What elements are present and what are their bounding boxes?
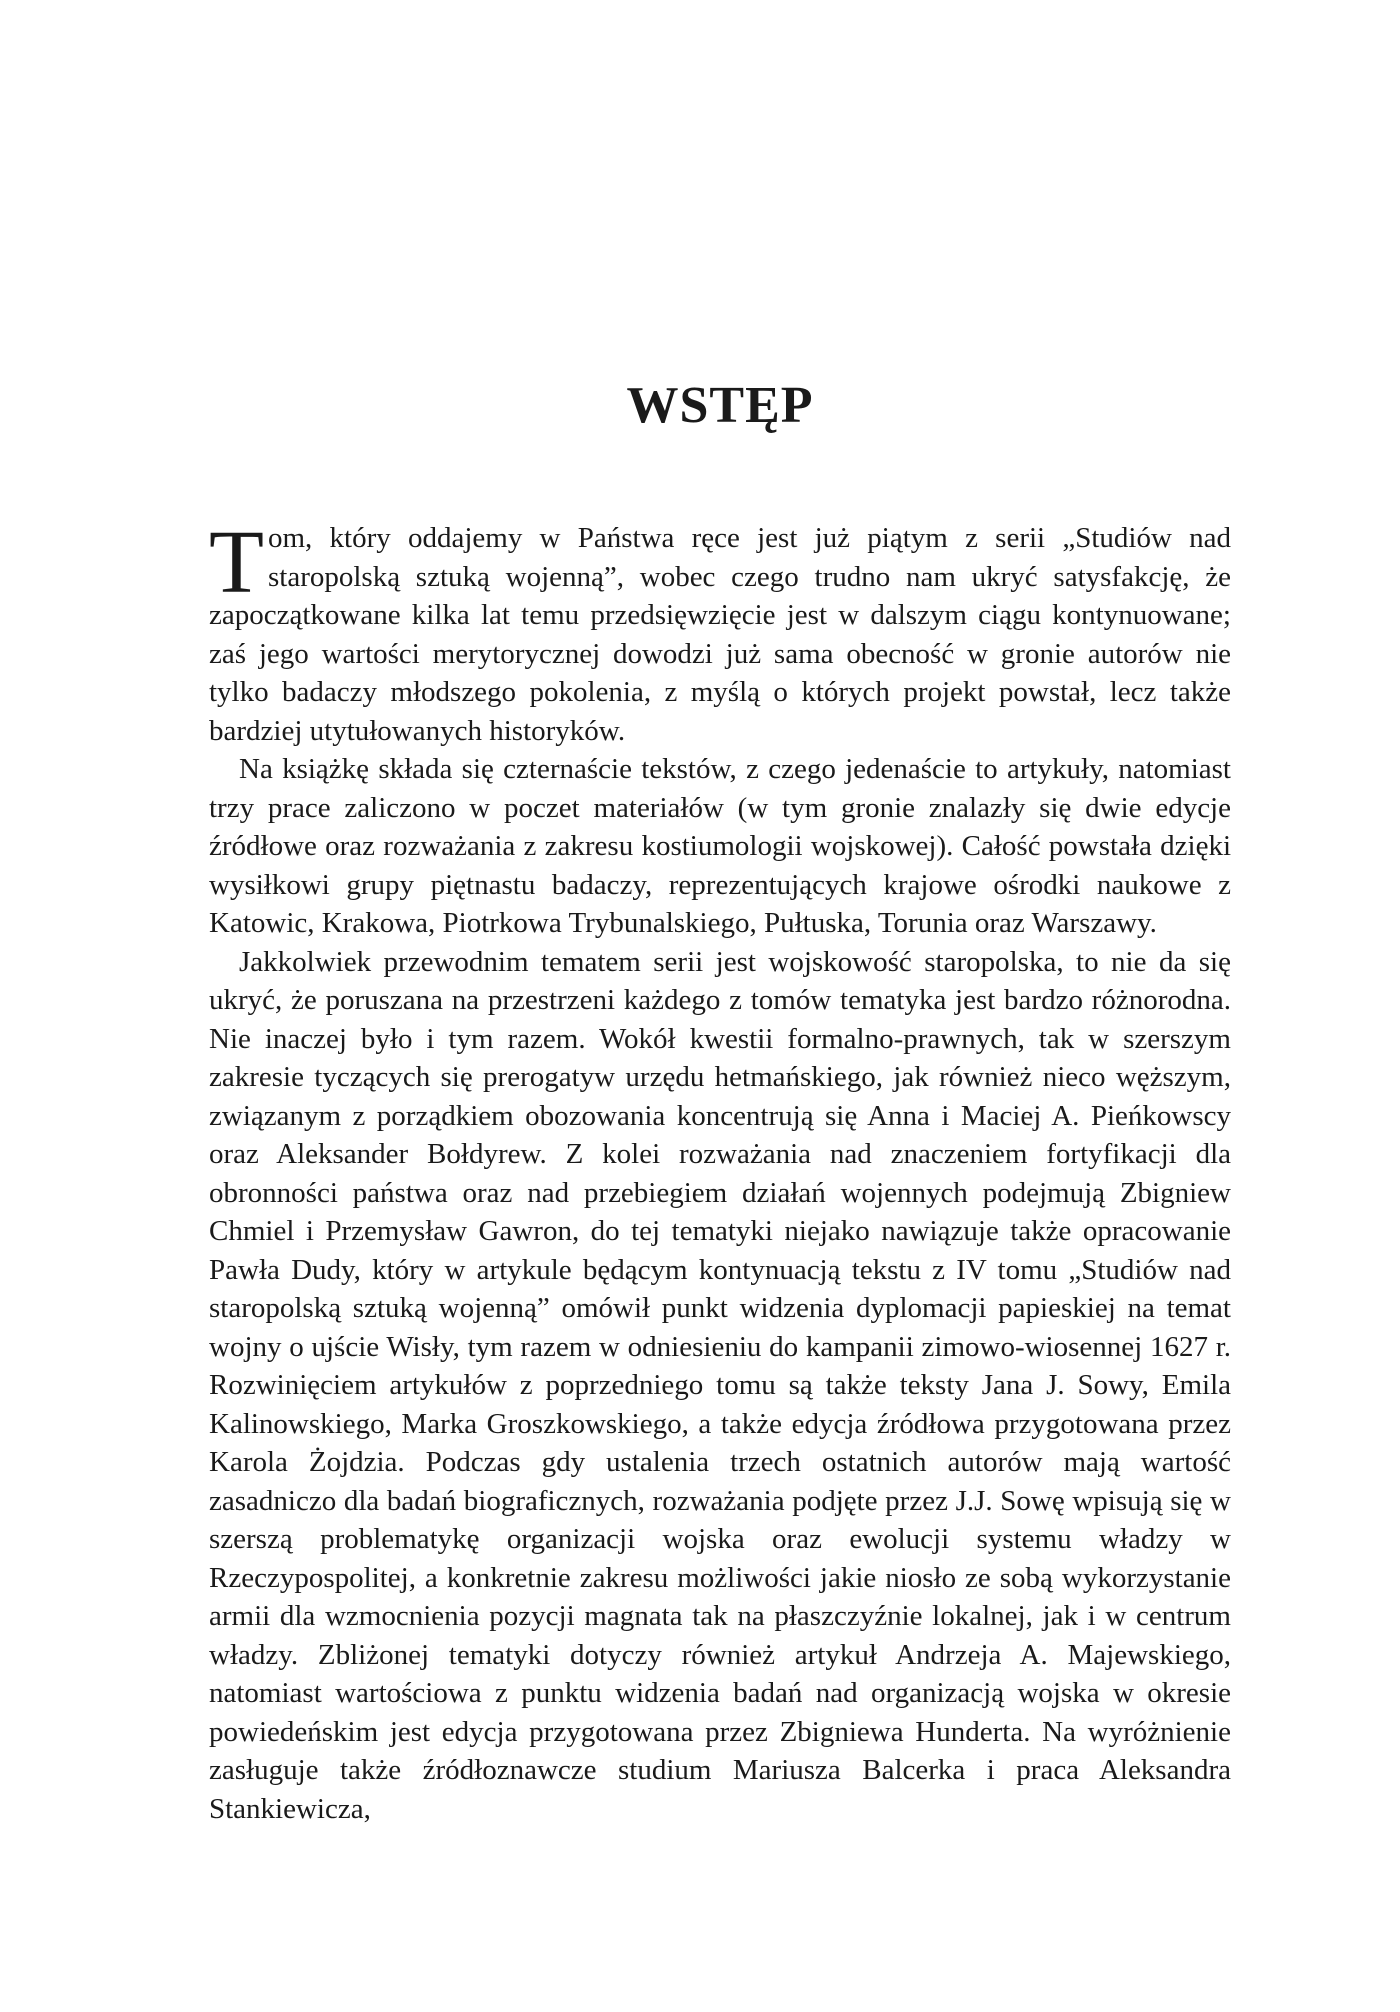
drop-cap: T bbox=[209, 513, 264, 612]
chapter-heading: WSTĘP bbox=[626, 376, 814, 434]
body-text bbox=[209, 513, 1231, 1828]
paragraph-3: Jakkolwiek przewodnim tematem serii jest wojskowość staropolska, to nie da się ukryć, że poruszana na przestrzeni każdego z tomów tematyka jest bardzo różnorodna. Nie inaczej było i tym razem. Wokół kwestii formalno-prawnych, tak w szerszym zakresie tyczących się prerogatyw urzędu hetmańskiego, jak również nieco węższym, związanym z porządkiem obozowania koncentrują się Anna i Maciej A. Pieńkowscy oraz Aleksander Bołdyrew. Z kolei rozważania nad znaczeniem fortyfikacji dla obronności państwa oraz nad przebiegiem działań wojennych podejmują Zbigniew Chmiel i Przemysław Gawron, do tej tematyki niejako nawiązuje także opracowanie Pawła Dudy, który w artykule będącym kontynuacją tekstu z IV tomu „Studiów nad staropolską sztuką wojenną” omówił punkt widzenia dyplomacji papieskiej na temat wojny o ujście Wisły, tym razem w odniesieniu do kampanii zimowo-wiosennej 1627 r. Rozwinięciem artykułów z poprzedniego tomu są także teksty Jana J. Sowy, Emila Kalinowskiego, Marka Groszkowskiego, a także edycja źródłowa przygotowana przez Karola Żojdzia. Podczas gdy ustalenia trzech ostatnich autorów mają wartość zasadniczo dla badań biograficznych, rozważania podjęte przez J.J. Sowę wpisują się w szerszą problematykę organizacji wojska oraz ewolucji systemu władzy w Rzeczypospolitej, a konkretnie zakresu możliwości jakie niosło ze sobą wykorzystanie armii dla wzmocnienia pozycji magnata tak na płaszczyźnie lokalnej, jak i w centrum władzy. Zbliżonej tematyki dotyczy również artykuł Andrzeja A. Majewskiego, natomiast wartościowa z punktu widzenia badań nad organizacją wojska w okresie powiedeńskim jest edycja przygotowana przez Zbigniewa Hunderta. Na wyróżnienie zasługuje także źródłoznawcze studium Mariusza Balcerka i praca Aleksandra Stankiewicza, bbox=[209, 945, 1231, 1825]
paragraph-intro bbox=[209, 513, 1231, 750]
paragraph-2: Na książkę składa się czternaście tekstów, z czego jedenaście to artykuły, natomiast trzy prace zaliczono w poczet materiałów (w tym gronie znalazły się dwie edycje źródłowe oraz rozważania z zakresu kostiumologii wojskowej). Całość powstała dzięki wysiłkowi grupy piętnastu badaczy, reprezentujących krajowe ośrodki naukowe z Katowic, Krakowa, Piotrkowa Trybunalskiego, Pułtuska, Torunia oraz Warszawy. bbox=[209, 753, 1231, 939]
paragraph-intro-text: om, który oddajemy w Państwa ręce jest już piątym z serii „Studiów nad staropolską sztuką wojenną”, wobec czego trudno nam ukryć satysfakcję, że zapoczątkowane kilka lat temu przedsięwzięcie jest w dalszym ciągu kontynuowane; zaś jego wartości merytorycznej dowodzi już sama obecność w gronie autorów nie tylko badaczy młodszego pokolenia, z myślą o których projekt powstał, lecz także bardziej utytułowanych historyków. bbox=[209, 522, 1231, 747]
